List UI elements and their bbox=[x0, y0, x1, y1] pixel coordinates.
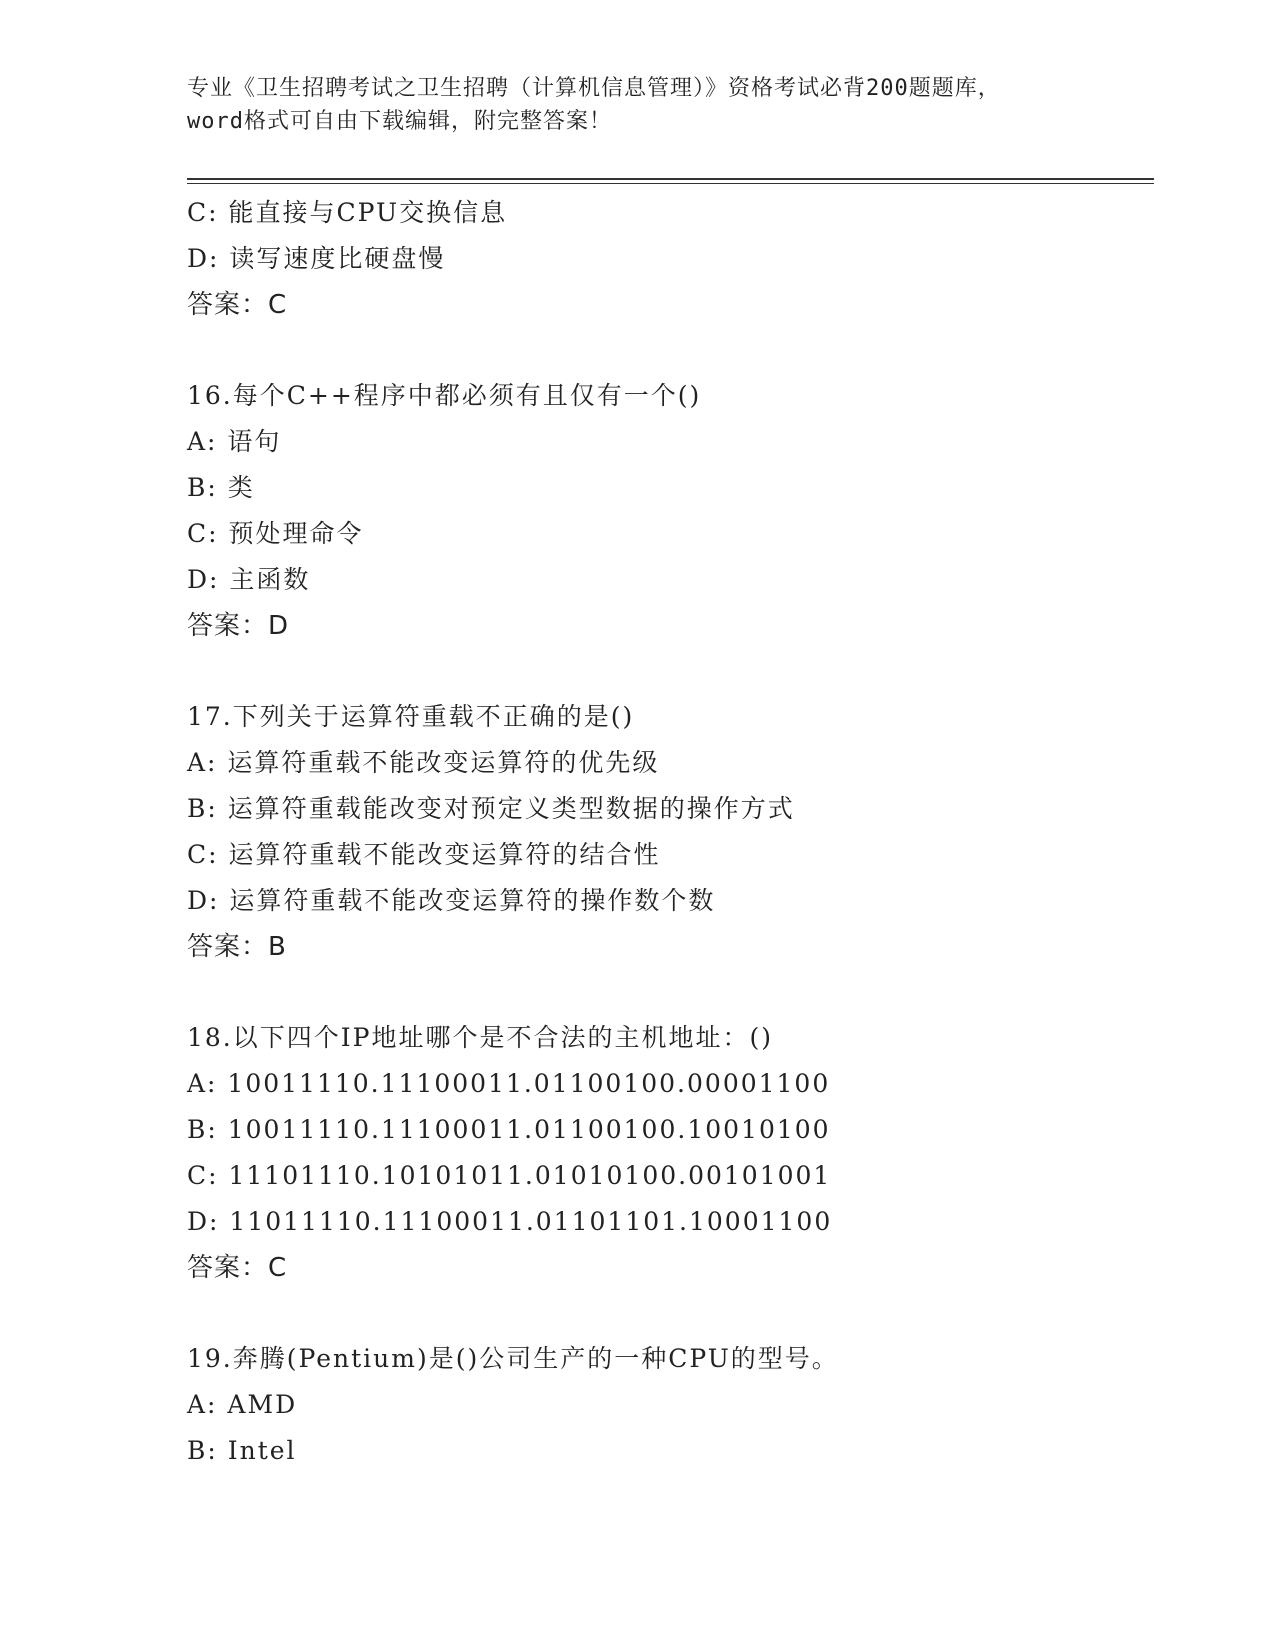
question-stem: 16.每个C++程序中都必须有且仅有一个() bbox=[187, 381, 702, 410]
answer-line: 答案：C bbox=[187, 290, 288, 320]
option-b: B: 运算符重载能改变对预定义类型数据的操作方式 bbox=[187, 794, 795, 823]
option-d: D: 11011110.11100011.01101101.10001100 bbox=[187, 1207, 833, 1236]
question-stem: 17.下列关于运算符重载不正确的是() bbox=[187, 702, 635, 731]
question-stem: 18.以下四个IP地址哪个是不合法的主机地址：() bbox=[187, 1023, 773, 1052]
option-b: B: Intel bbox=[187, 1436, 297, 1465]
option-c: C: 能直接与CPU交换信息 bbox=[187, 198, 508, 227]
option-d: D: 读写速度比硬盘慢 bbox=[187, 244, 446, 273]
option-a: A: AMD bbox=[187, 1390, 298, 1419]
answer-line: 答案：B bbox=[187, 932, 287, 962]
option-b: B: 10011110.11100011.01100100.10010100 bbox=[187, 1115, 831, 1144]
header-line-2: word格式可自由下载编辑，附完整答案！ bbox=[187, 109, 612, 134]
question-15-continued bbox=[187, 190, 1147, 328]
answer-line: 答案：D bbox=[187, 611, 290, 641]
option-c: C: 预处理命令 bbox=[187, 519, 364, 548]
header-divider-thick bbox=[187, 178, 1154, 180]
question-18 bbox=[187, 1015, 1147, 1291]
option-c: C: 运算符重载不能改变运算符的结合性 bbox=[187, 840, 661, 869]
question-16 bbox=[187, 373, 1147, 649]
header-divider-thin bbox=[187, 183, 1154, 184]
question-17 bbox=[187, 694, 1147, 970]
header-line-1: 专业《卫生招聘考试之卫生招聘（计算机信息管理）》资格考试必背200题题库， bbox=[187, 76, 1001, 101]
option-d: D: 主函数 bbox=[187, 565, 311, 594]
option-c: C: 11101110.10101011.01010100.00101001 bbox=[187, 1161, 832, 1190]
option-a: A: 10011110.11100011.01100100.00001100 bbox=[187, 1069, 831, 1098]
answer-line: 答案：C bbox=[187, 1253, 288, 1283]
question-list bbox=[187, 190, 1147, 1474]
option-a: A: 语句 bbox=[187, 427, 282, 456]
question-19 bbox=[187, 1336, 1147, 1474]
document-header bbox=[187, 72, 1087, 138]
option-d: D: 运算符重载不能改变运算符的操作数个数 bbox=[187, 886, 716, 915]
option-a: A: 运算符重载不能改变运算符的优先级 bbox=[187, 748, 660, 777]
option-b: B: 类 bbox=[187, 473, 255, 502]
question-stem: 19.奔腾(Pentium)是()公司生产的一种CPU的型号。 bbox=[187, 1344, 839, 1373]
